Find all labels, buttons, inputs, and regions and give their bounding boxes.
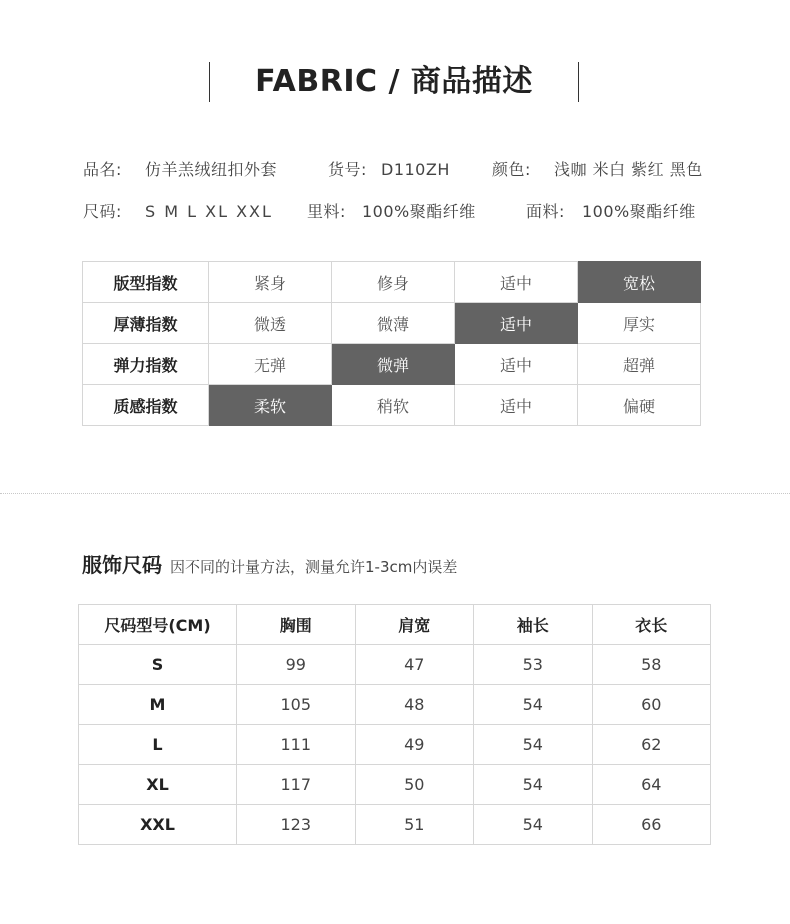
fabric-value: 100%聚酯纤维 — [582, 202, 696, 221]
size-value-cell: 117 — [237, 765, 356, 805]
size-section-title: 服饰尺码 — [82, 553, 162, 577]
fabric-label: 面料: — [526, 202, 565, 221]
size-value-cell: 49 — [355, 725, 474, 765]
size-row — [79, 685, 711, 725]
fabric-index-table — [82, 261, 701, 426]
size-value-cell: 54 — [474, 805, 593, 845]
size-value-cell: 48 — [355, 685, 474, 725]
page-title: FABRIC / 商品描述 — [255, 64, 533, 99]
fabric-row — [83, 344, 701, 385]
size-code-cell: M — [79, 685, 237, 725]
size-value-cell: 47 — [355, 645, 474, 685]
fabric-option-selected: 宽松 — [578, 262, 701, 303]
size-value: S M L XL XXL — [145, 202, 273, 221]
size-value-cell: 99 — [237, 645, 356, 685]
fabric-option: 微透 — [209, 303, 332, 344]
fabric-index-body — [83, 262, 701, 426]
sku-value: D110ZH — [381, 160, 450, 179]
size-code-cell: S — [79, 645, 237, 685]
size-header-cell: 胸围 — [237, 605, 356, 645]
size-header-cell: 肩宽 — [355, 605, 474, 645]
size-header-cell: 袖长 — [474, 605, 593, 645]
size-value-cell: 123 — [237, 805, 356, 845]
fabric-option: 修身 — [332, 262, 455, 303]
fabric-row-label: 版型指数 — [83, 262, 209, 303]
fabric-row-label: 厚薄指数 — [83, 303, 209, 344]
section-header — [0, 62, 790, 102]
fabric-option: 适中 — [455, 385, 578, 426]
size-label: 尺码: — [83, 202, 122, 221]
size-code-cell: XXL — [79, 805, 237, 845]
size-header-cell: 尺码型号(CM) — [79, 605, 237, 645]
fabric-row — [83, 303, 701, 344]
name-label: 品名: — [83, 160, 122, 179]
size-value-cell: 62 — [592, 725, 711, 765]
fabric-option: 偏硬 — [578, 385, 701, 426]
size-value-cell: 58 — [592, 645, 711, 685]
fabric-option-selected: 柔软 — [209, 385, 332, 426]
size-row — [79, 765, 711, 805]
size-value-cell: 64 — [592, 765, 711, 805]
lining-label: 里料: — [307, 202, 346, 221]
color-value: 浅咖 米白 紫红 黑色 — [554, 160, 703, 179]
size-value-cell: 54 — [474, 685, 593, 725]
lining-value: 100%聚酯纤维 — [362, 202, 476, 221]
size-value-cell: 60 — [592, 685, 711, 725]
size-section-header — [82, 550, 457, 580]
fabric-row-label: 质感指数 — [83, 385, 209, 426]
size-value-cell: 54 — [474, 725, 593, 765]
header-right-bar — [578, 62, 579, 102]
size-section-note: 因不同的计量方法，测量允许1-3cm内误差 — [170, 558, 458, 576]
fabric-option: 超弹 — [578, 344, 701, 385]
sku-label: 货号: — [328, 160, 367, 179]
fabric-option: 微薄 — [332, 303, 455, 344]
fabric-row — [83, 262, 701, 303]
section-divider — [0, 493, 790, 494]
fabric-option: 适中 — [455, 262, 578, 303]
size-code-cell: XL — [79, 765, 237, 805]
name-value: 仿羊羔绒纽扣外套 — [145, 160, 278, 179]
size-row — [79, 645, 711, 685]
size-table — [78, 604, 711, 845]
size-row — [79, 805, 711, 845]
size-value-cell: 51 — [355, 805, 474, 845]
fabric-option: 厚实 — [578, 303, 701, 344]
size-table-body — [79, 605, 711, 845]
size-value-cell: 54 — [474, 765, 593, 805]
size-value-cell: 66 — [592, 805, 711, 845]
fabric-option: 无弹 — [209, 344, 332, 385]
size-header-cell: 衣长 — [592, 605, 711, 645]
fabric-option-selected: 微弹 — [332, 344, 455, 385]
size-value-cell: 50 — [355, 765, 474, 805]
size-value-cell: 53 — [474, 645, 593, 685]
size-header-row — [79, 605, 711, 645]
fabric-row-label: 弹力指数 — [83, 344, 209, 385]
fabric-option-selected: 适中 — [455, 303, 578, 344]
color-label: 颜色: — [492, 160, 531, 179]
fabric-option: 适中 — [455, 344, 578, 385]
size-value-cell: 111 — [237, 725, 356, 765]
size-row — [79, 725, 711, 765]
size-value-cell: 105 — [237, 685, 356, 725]
fabric-row — [83, 385, 701, 426]
fabric-option: 稍软 — [332, 385, 455, 426]
size-code-cell: L — [79, 725, 237, 765]
fabric-option: 紧身 — [209, 262, 332, 303]
